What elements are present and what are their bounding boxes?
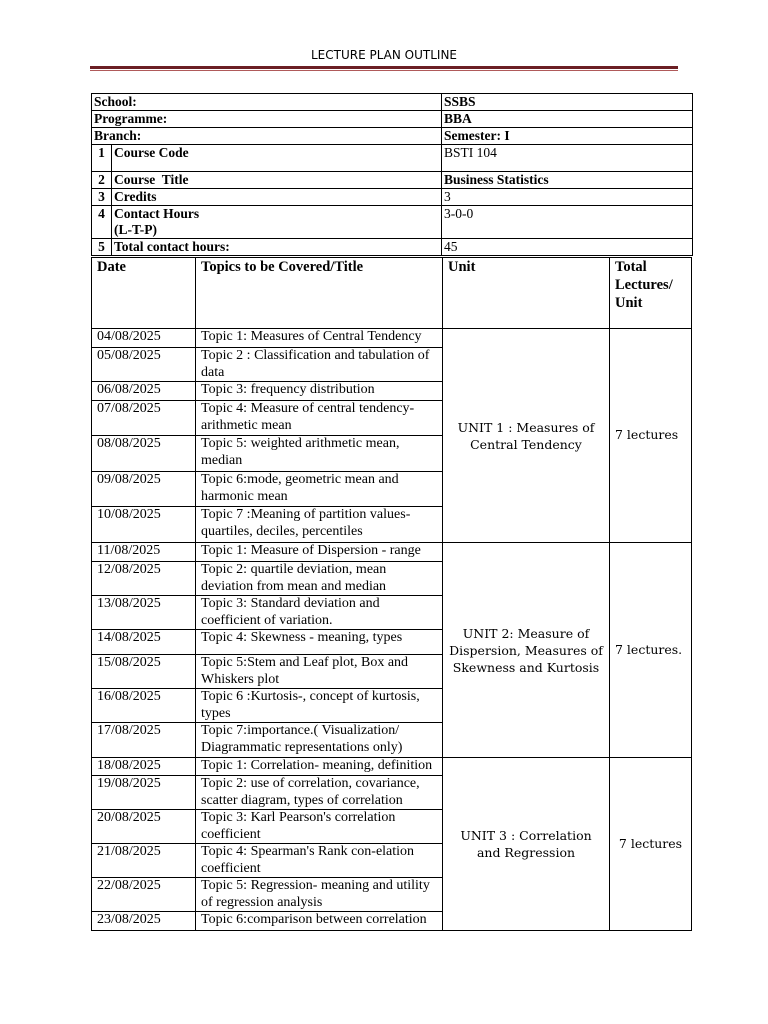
- lecture-plan-header: [91, 257, 692, 329]
- lectures-cell: 7 lectures: [610, 758, 692, 931]
- date-cell: 20/08/2025: [92, 810, 196, 844]
- branch-label: Branch:: [92, 128, 442, 145]
- topic-cell: Topic 5:Stem and Leaf plot, Box and Whiskers plot: [196, 655, 443, 689]
- row-number: 3: [92, 189, 112, 206]
- contact-hours-value: 3-0-0: [442, 206, 693, 239]
- unit-cell: UNIT 1 : Measures of Central Tendency: [443, 329, 610, 543]
- date-cell: 05/08/2025: [92, 348, 196, 382]
- topic-cell: Topic 3: frequency distribution: [196, 382, 443, 401]
- topic-cell: Topic 2: quartile deviation, mean deviation from mean and median: [196, 562, 443, 596]
- topic-cell: Topic 4: Skewness - meaning, types: [196, 630, 443, 655]
- date-cell: 19/08/2025: [92, 776, 196, 810]
- total-hours-value: 45: [442, 239, 693, 256]
- topic-cell: Topic 6:comparison between correlation: [196, 912, 443, 931]
- programme-label: Programme:: [92, 111, 442, 128]
- lecture-plan-table: [91, 328, 692, 931]
- credits-value: 3: [442, 189, 693, 206]
- topic-cell: Topic 1: Measure of Dispersion - range: [196, 543, 443, 562]
- date-cell: 18/08/2025: [92, 758, 196, 776]
- header-rule-thin: [90, 70, 678, 71]
- total-hours-label: Total contact hours:: [112, 239, 442, 256]
- date-cell: 04/08/2025: [92, 329, 196, 348]
- date-cell: 09/08/2025: [92, 472, 196, 507]
- topics-header: Topics to be Covered/Title: [196, 258, 443, 329]
- date-cell: 14/08/2025: [92, 630, 196, 655]
- course-info-table: [91, 93, 693, 256]
- date-cell: 11/08/2025: [92, 543, 196, 562]
- row-number: 2: [92, 172, 112, 189]
- topic-cell: Topic 2: use of correlation, covariance, scatter diagram, types of correlation: [196, 776, 443, 810]
- topic-cell: Topic 4: Measure of central tendency- arithmetic mean: [196, 401, 443, 436]
- date-cell: 21/08/2025: [92, 844, 196, 878]
- date-cell: 13/08/2025: [92, 596, 196, 630]
- topic-cell: Topic 3: Standard deviation and coefficient of variation.: [196, 596, 443, 630]
- date-cell: 08/08/2025: [92, 436, 196, 472]
- school-label: School:: [92, 94, 442, 111]
- semester-value: Semester: I: [442, 128, 693, 145]
- credits-label: Credits: [112, 189, 442, 206]
- course-code-value: BSTI 104: [442, 145, 693, 172]
- topic-cell: Topic 7 :Meaning of partition values- quartiles, deciles, percentiles: [196, 507, 443, 543]
- unit-cell: UNIT 2: Measure of Dispersion, Measures of Skewness and Kurtosis: [443, 543, 610, 758]
- topic-cell: Topic 1: Measures of Central Tendency: [196, 329, 443, 348]
- course-code-label: Course Code: [112, 145, 442, 172]
- date-cell: 16/08/2025: [92, 689, 196, 723]
- topic-cell: Topic 6 :Kurtosis-, concept of kurtosis, types: [196, 689, 443, 723]
- lectures-cell: 7 lectures.: [610, 543, 692, 758]
- date-cell: 23/08/2025: [92, 912, 196, 931]
- course-title-value: Business Statistics: [442, 172, 693, 189]
- date-cell: 17/08/2025: [92, 723, 196, 758]
- date-cell: 07/08/2025: [92, 401, 196, 436]
- lectures-cell: 7 lectures: [610, 329, 692, 543]
- date-cell: 15/08/2025: [92, 655, 196, 689]
- header-rule: [90, 66, 678, 69]
- row-number: 1: [92, 145, 112, 172]
- date-cell: 06/08/2025: [92, 382, 196, 401]
- total-lectures-header: Total Lectures/ Unit: [610, 258, 692, 329]
- date-cell: 10/08/2025: [92, 507, 196, 543]
- page-title: LECTURE PLAN OUTLINE: [310, 48, 458, 62]
- row-number: 5: [92, 239, 112, 256]
- topic-cell: Topic 4: Spearman's Rank con-elation coefficient: [196, 844, 443, 878]
- course-title-label: Course Title: [112, 172, 442, 189]
- topic-cell: Topic 5: Regression- meaning and utility of regression analysis: [196, 878, 443, 912]
- topic-cell: Topic 2 : Classification and tabulation of data: [196, 348, 443, 382]
- programme-value: BBA: [442, 111, 693, 128]
- date-cell: 12/08/2025: [92, 562, 196, 596]
- unit-header: Unit: [443, 258, 610, 329]
- contact-hours-label: Contact Hours (L-T-P): [112, 206, 442, 239]
- unit-cell: UNIT 3 : Correlation and Regression: [443, 758, 610, 931]
- topic-cell: Topic 5: weighted arithmetic mean, median: [196, 436, 443, 472]
- school-value: SSBS: [442, 94, 693, 111]
- row-number: 4: [92, 206, 112, 239]
- topic-cell: Topic 6:mode, geometric mean and harmonic mean: [196, 472, 443, 507]
- date-cell: 22/08/2025: [92, 878, 196, 912]
- topic-cell: Topic 3: Karl Pearson's correlation coefficient: [196, 810, 443, 844]
- date-header: Date: [92, 258, 196, 329]
- topic-cell: Topic 7:importance.( Visualization/ Diagrammatic representations only): [196, 723, 443, 758]
- topic-cell: Topic 1: Correlation- meaning, definition: [196, 758, 443, 776]
